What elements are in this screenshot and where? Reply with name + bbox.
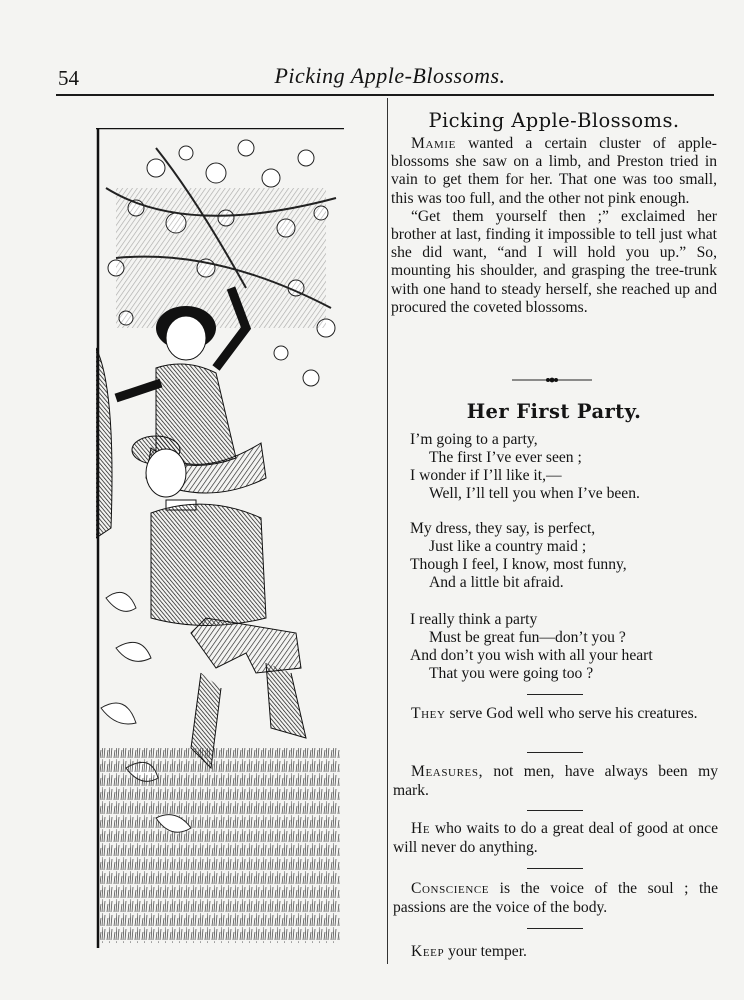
lead-word: Keep [411,943,445,960]
section-ornament [512,375,592,385]
maxim-text: serve God well who serve his creatures. [445,705,698,722]
maxim [393,943,718,962]
maxim-text: your temper. [444,943,527,960]
article-paragraph: “Get them yourself then ;” exclaimed her brother at last, finding it impossible to tell just what she did want, “and I will hold you up.” So, mounting his shoulder, and grasping the tree-trunk with one hand to steady herself, she reached up and procured the coveted blossoms. [391,207,717,316]
lead-word: Conscience [411,880,490,897]
poem-stanza [410,611,720,683]
maxim [393,820,718,857]
poem-line: I wonder if I’ll like it,— [410,467,562,484]
maxim [393,880,718,917]
poem-line: And don’t you wish with all your heart [410,647,653,664]
engraving-svg [96,128,344,948]
article-body [391,135,717,317]
running-head: Picking Apple-Blossoms. [274,63,506,88]
lead-word: They [411,705,446,722]
paragraph-text: wanted a certain cluster of apple-blossoms she saw on a limb, and Preston tried in vain to get them for her. That one was too small, this was too full, and the other not pink enough. [391,135,717,207]
article-paragraph [391,135,717,208]
poem-title: Her First Party. [466,400,642,423]
poem-line: My dress, they say, is perfect, [410,520,596,537]
maxim-text: not men, have always been my mark. [393,763,718,799]
maxim-text: who waits to do a great deal of good at once will never do anything. [393,820,718,856]
poem-line: The first I’ve ever seen ; [429,449,582,466]
divider-rule [527,752,583,753]
article-title: Picking Apple-Blossoms. [428,109,680,132]
poem-line: Must be great fun—don’t you ? [429,629,626,646]
poem-line: Well, I’ll tell you when I’ve been. [429,485,640,502]
lead-word: Measures, [411,763,484,780]
divider-rule [527,810,583,811]
poem-line: Though I feel, I know, most funny, [410,556,627,573]
divider-rule [527,868,583,869]
header-rule [56,94,714,96]
lead-word: Mamie [411,135,456,152]
poem-line: I really think a party [410,611,538,628]
divider-rule [527,694,583,695]
poem-stanza [410,520,720,592]
maxim [393,705,718,724]
page-number: 54 [58,66,79,90]
poem-line: And a little bit afraid. [429,574,564,591]
illustration [96,128,344,948]
poem-stanza [410,431,720,503]
poem-line: I’m going to a party, [410,431,538,448]
maxim-text: is the voice of the soul ; the passions are the voice of the body. [393,880,718,916]
lead-word: He [411,820,431,837]
poem-line: That you were going too ? [429,665,594,682]
poem-line: Just like a country maid ; [429,538,587,555]
maxim [393,763,718,800]
column-rule [387,98,388,964]
divider-rule [527,928,583,929]
